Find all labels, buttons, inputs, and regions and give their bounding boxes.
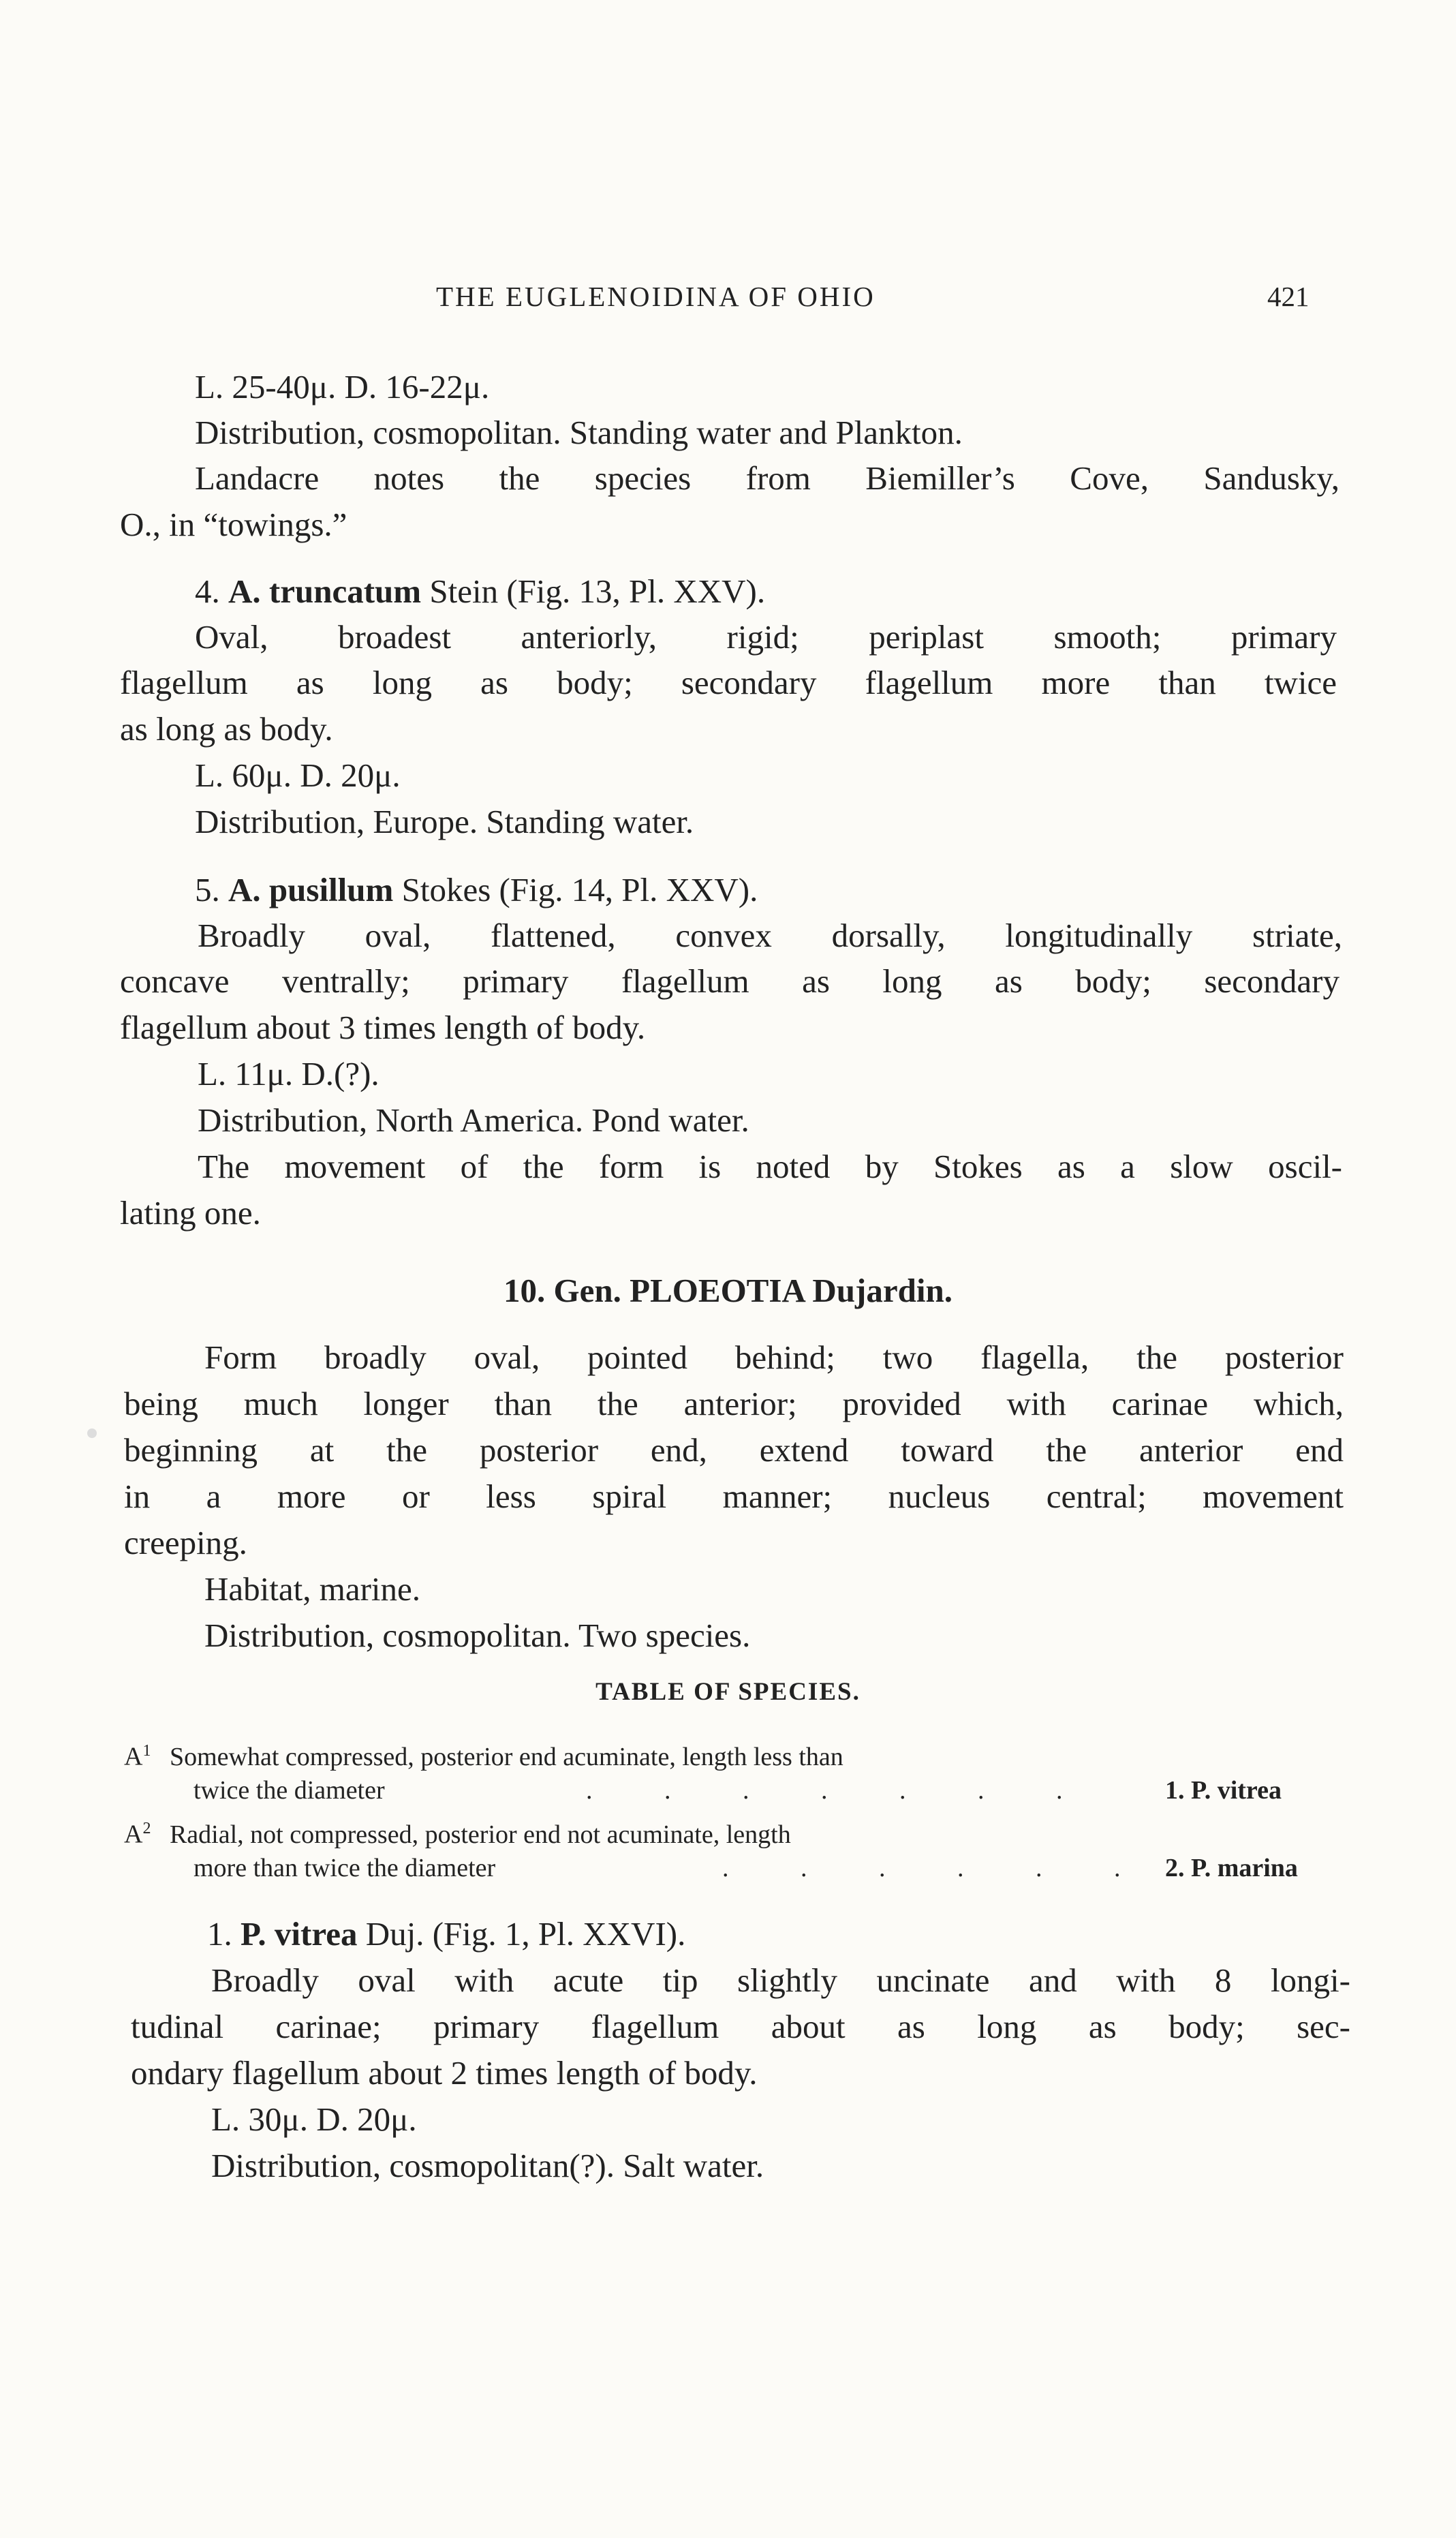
description-line: flagellum as long as body; secondary flagellum more than twice <box>120 664 1337 701</box>
key-text: more than twice the diameter <box>193 1854 496 1882</box>
description-line: Broadly oval with acute tip slightly uncinate and with 8 longi- <box>211 1961 1350 1999</box>
key-text: Radial, not compressed, posterior end not acuminate, length <box>169 1820 791 1849</box>
measurements: L. 30μ. D. 20μ. <box>211 2100 417 2138</box>
key-marker: A <box>124 1742 143 1771</box>
note-line: lating one. <box>120 1194 261 1232</box>
description-line: tudinal carinae; primary flagellum about as long as body; sec- <box>131 2008 1350 2045</box>
paper-blemish <box>87 1428 97 1438</box>
distribution: Distribution, Europe. Standing water. <box>195 803 694 840</box>
table-title: TABLE OF SPECIES. <box>595 1678 861 1706</box>
measurements: L. 60μ. D. 20μ. <box>195 756 401 794</box>
leader-dots: . . . . . . <box>722 1854 1153 1882</box>
description-line: flagellum about 3 times length of body. <box>120 1009 646 1046</box>
species-heading <box>195 870 758 911</box>
measurements: L. 25-40μ. D. 16-22μ. <box>195 368 490 406</box>
key-result: 2. P. marina <box>1165 1854 1298 1882</box>
description-line: ondary flagellum about 2 times length of body. <box>131 2054 758 2092</box>
description-line: Oval, broadest anteriorly, rigid; periplast smooth; primary <box>195 618 1337 656</box>
species-number: 4. <box>195 572 220 610</box>
key-text: Somewhat compressed, posterior end acuminate, length less than <box>169 1742 843 1771</box>
habitat: Habitat, marine. <box>204 1570 421 1608</box>
species-name: P. vitrea <box>241 1915 358 1953</box>
note-line: O., in “towings.” <box>120 506 347 543</box>
genus-description-line: beginning at the posterior end, extend toward the anterior end <box>124 1431 1344 1469</box>
key-text: twice the diameter <box>193 1776 385 1805</box>
key-superscript: 2 <box>142 1820 151 1837</box>
genus-description-line: creeping. <box>124 1524 247 1561</box>
distribution: Distribution, cosmopolitan. Two species. <box>204 1617 751 1654</box>
key-superscript: 1 <box>142 1742 151 1760</box>
species-heading <box>195 571 765 612</box>
species-citation: Duj. (Fig. 1, Pl. XXVI). <box>357 1915 686 1953</box>
species-citation: Stokes (Fig. 14, Pl. XXV). <box>393 871 758 908</box>
species-number: 1. <box>207 1915 232 1953</box>
note-line: Landacre notes the species from Biemiller’s Cove, Sandusky, <box>195 459 1339 497</box>
page-number: 421 <box>1267 281 1310 312</box>
genus-description-line: in a more or less spiral manner; nucleus central; movement <box>124 1478 1344 1515</box>
genus-heading: 10. Gen. PLOEOTIA Dujardin. <box>504 1272 952 1309</box>
species-number: 5. <box>195 871 220 908</box>
species-name: A. truncatum <box>228 572 422 610</box>
leader-dots: . . . . . . . <box>586 1776 1096 1805</box>
species-heading <box>207 1914 685 1955</box>
genus-description-line: being much longer than the anterior; provided with carinae which, <box>124 1385 1344 1422</box>
note-line: The movement of the form is noted by Stokes as a slow oscil- <box>198 1148 1342 1185</box>
description-line: as long as body. <box>120 710 333 748</box>
description-line: Broadly oval, flattened, convex dorsally, longitudinally striate, <box>198 917 1342 954</box>
genus-description-line: Form broadly oval, pointed behind; two flagella, the posterior <box>204 1339 1344 1376</box>
key-entry-line <box>124 1811 791 1852</box>
distribution: Distribution, North America. Pond water. <box>198 1101 749 1139</box>
key-entry-line <box>124 1734 843 1774</box>
distribution: Distribution, cosmopolitan(?). Salt water. <box>211 2147 764 2184</box>
measurements: L. 11μ. D.(?). <box>198 1055 380 1092</box>
key-marker: A <box>124 1820 143 1849</box>
description-line: concave ventrally; primary flagellum as long as body; secondary <box>120 962 1339 1000</box>
species-citation: Stein (Fig. 13, Pl. XXV). <box>421 572 766 610</box>
running-title: THE EUGLENOIDINA OF OHIO <box>436 281 876 312</box>
distribution: Distribution, cosmopolitan. Standing water and Plankton. <box>195 414 963 451</box>
key-result: 1. P. vitrea <box>1165 1776 1282 1805</box>
species-name: A. pusillum <box>228 871 394 908</box>
